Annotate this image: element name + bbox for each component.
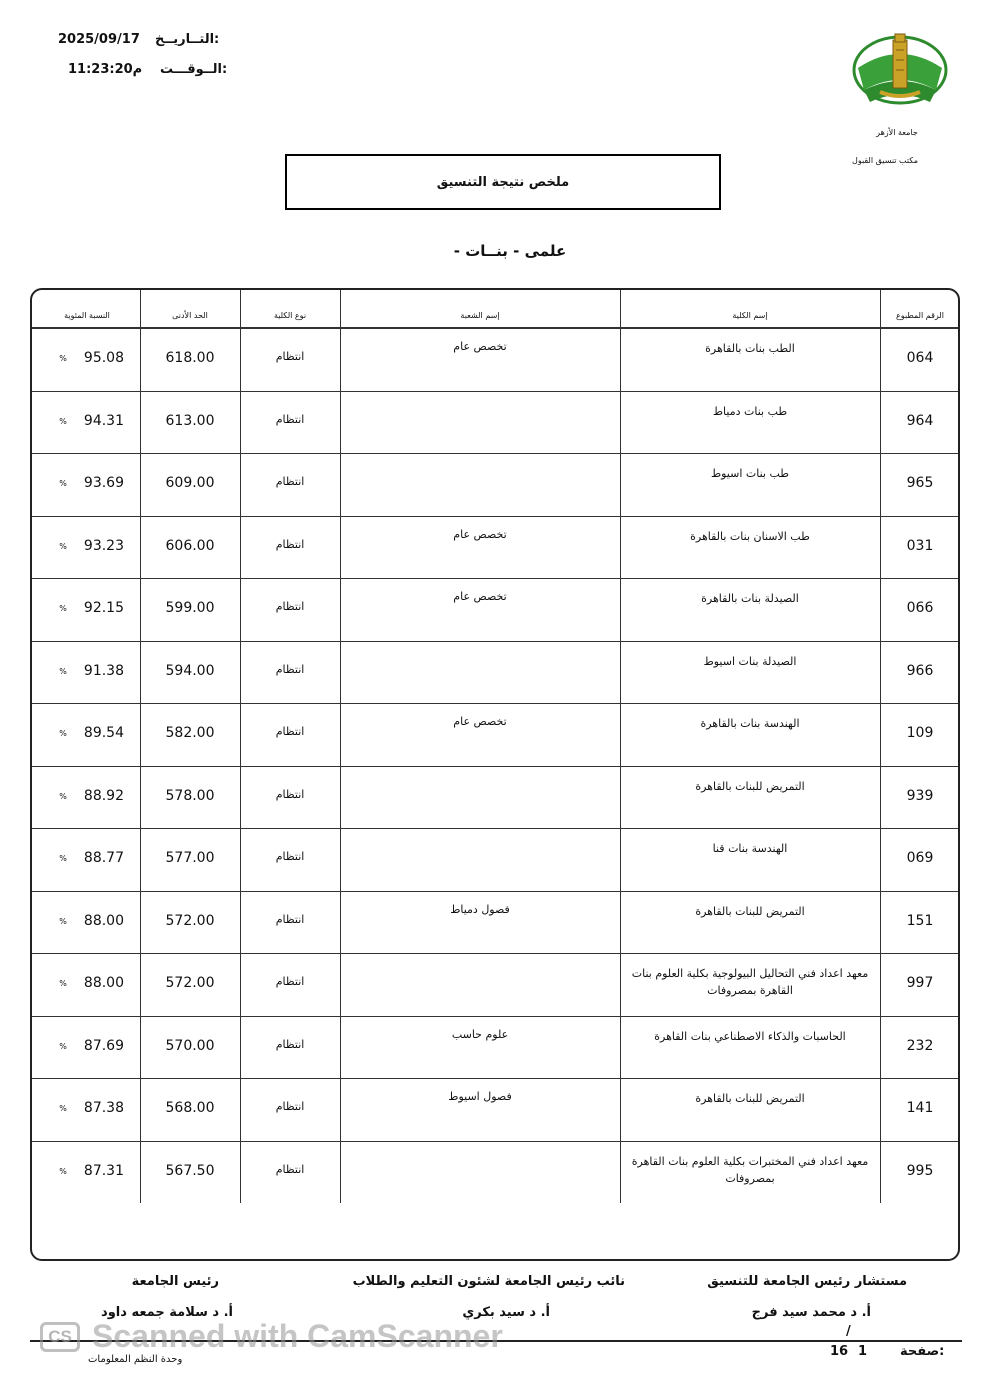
cell-min-score: 609.00 [165,475,215,491]
cell-branch: تخصص عام [453,527,507,541]
cell-percent: 93.23 [83,537,124,554]
cell-code: 031 [906,537,934,554]
cell-code: 109 [906,725,934,741]
advisor-title: مستشار رئيس الجامعة للتنسيق [707,1274,907,1289]
row-divider [32,828,958,829]
cell-college: الهندسة بنات قنا [712,842,788,855]
percent-symbol: % [59,1104,67,1113]
president-name: أ. د سلامة جمعه داود [101,1305,233,1320]
header-percent: النسبة المئوية [64,311,110,320]
cell-college: الصيدلة بنات اسيوط [703,654,797,668]
cell-percent: 87.31 [83,1162,124,1179]
camscanner-icon: CS [40,1322,80,1352]
header-college: إسم الكلية [732,311,768,320]
date-label: التــاريــخ: [155,32,220,47]
percent-symbol: % [59,479,67,488]
cell-type: انتظام [275,1037,305,1051]
page-separator: / [846,1324,851,1339]
cell-type: انتظام [275,1162,305,1176]
cell-percent: 87.38 [83,1100,124,1116]
percent-symbol: % [59,791,67,801]
row-divider [32,1078,958,1079]
page-label: صفحة: [900,1344,945,1359]
cell-code: 069 [906,850,934,866]
cell-code: 141 [906,1100,934,1116]
cell-type: انتظام [275,475,305,488]
cell-college: طب الاسنان بنات بالقاهرة [690,529,810,543]
cell-branch: فصول اسيوط [448,1090,512,1103]
cell-type: انتظام [275,537,305,551]
cell-code: 064 [906,350,934,366]
header-type: نوع الكلية [273,311,307,320]
cell-college: التمريض للبنات بالقاهرة [695,779,805,793]
cell-percent: 87.69 [83,1037,124,1054]
cell-percent: 88.92 [83,787,124,804]
university-name: جامعة الأزهر [876,128,918,137]
cell-percent: 91.38 [83,662,124,679]
cell-code: 995 [906,1162,934,1179]
cell-code: 232 [906,1037,934,1054]
advisor-name: أ. د محمد سيد فرج [751,1305,871,1320]
percent-symbol: % [59,1166,67,1176]
cell-type: انتظام [275,850,305,863]
header-code: الرقم المطبوع [896,311,944,320]
cell-college: الصيدلة بنات بالقاهرة [701,592,799,605]
row-divider [32,703,958,704]
row-divider [32,391,958,392]
header-branch: إسم الشعبة [460,311,500,320]
cell-branch: علوم حاسب [451,1027,509,1041]
date-value: 2025/09/17 [58,32,140,47]
cell-code: 965 [906,475,934,491]
cell-type: انتظام [275,1100,305,1113]
cell-min-score: 606.00 [165,537,215,554]
percent-symbol: % [59,1041,67,1051]
cell-min-score: 618.00 [165,350,215,366]
cell-college: الهندسة بنات بالقاهرة [700,717,800,730]
percent-symbol: % [59,854,67,863]
cell-code: 151 [906,912,934,929]
scanner-watermark: Scanned with CamScanner [92,1318,503,1354]
office-name: مكتب تنسيق القبول [852,156,918,165]
cell-code: 066 [906,600,934,616]
cell-percent: 88.00 [83,912,124,929]
percent-symbol: % [59,541,67,551]
cell-percent: 88.77 [83,850,124,866]
time-label: الــوقـــت: [160,62,228,77]
column-divider [340,290,341,1203]
cell-branch: فصول دمياط [450,902,510,916]
report-subtitle: - علمى - بنــات [453,242,567,260]
column-divider [140,290,141,1203]
row-divider [32,1141,958,1142]
row-divider [32,453,958,454]
cell-percent: 93.69 [83,475,124,491]
cell-min-score: 572.00 [165,975,215,991]
percent-symbol: % [59,604,67,613]
cell-type: انتظام [275,412,305,426]
cell-percent: 94.31 [83,412,124,429]
vice-president-title: نائب رئيس الجامعة لشئون التعليم والطلاب [352,1274,625,1289]
cell-type: انتظام [275,662,305,676]
cell-type: انتظام [275,975,305,988]
vice-president-name: أ. د سيد بكري [462,1305,550,1320]
cell-percent: 89.54 [83,725,124,741]
page-current: 1 [858,1344,868,1359]
cell-min-score: 594.00 [165,662,215,679]
percent-symbol: % [59,354,67,363]
percent-symbol: % [59,979,67,988]
cell-type: انتظام [275,350,305,363]
row-divider [32,891,958,892]
row-divider [32,766,958,767]
cell-min-score: 567.50 [165,1162,215,1179]
cell-min-score: 570.00 [165,1037,215,1054]
cell-college: التمريض للبنات بالقاهرة [695,1092,805,1105]
header-min-score: الحد الأدنى [172,311,208,320]
row-divider [32,516,958,517]
president-title: رئيس الجامعة [131,1274,219,1289]
page-total: 16 [830,1344,849,1359]
cell-college: معهد اعداد فني المختبرات بكلية العلوم بنات القاهرة بمصروفات [631,1154,869,1185]
cell-type: انتظام [275,787,305,801]
percent-symbol: % [59,416,67,426]
cell-college: التمريض للبنات بالقاهرة [695,904,805,918]
cell-college: معهد اعداد فني التحاليل البيولوجية بكلية العلوم بنات القاهرة بمصروفات [631,967,869,997]
row-divider [32,1016,958,1017]
cell-branch: تخصص عام [453,715,507,728]
cell-percent: 92.15 [83,600,124,616]
cell-branch: تخصص عام [453,590,507,603]
percent-symbol: % [59,729,67,738]
row-divider [32,578,958,579]
cell-percent: 95.08 [83,350,124,366]
percent-symbol: % [59,666,67,676]
cell-percent: 88.00 [83,975,124,991]
row-divider [32,641,958,642]
cell-min-score: 582.00 [165,725,215,741]
cell-min-score: 599.00 [165,600,215,616]
cell-type: انتظام [275,725,305,738]
cell-branch: تخصص عام [453,340,507,353]
cell-code: 966 [906,662,934,679]
cell-type: انتظام [275,912,305,926]
cell-college: طب بنات اسيوط [710,467,790,480]
cell-min-score: 613.00 [165,412,215,429]
cell-code: 964 [906,412,934,429]
cell-code: 997 [906,975,934,991]
cell-min-score: 568.00 [165,1100,215,1116]
report-title: ملخص نتيجة التنسيق [436,174,570,190]
cell-min-score: 577.00 [165,850,215,866]
university-logo [850,30,950,112]
cell-code: 939 [906,787,934,804]
cell-min-score: 578.00 [165,787,215,804]
report-title-box [285,154,721,210]
systems-unit: وحدة النظم المعلومات [88,1354,183,1365]
column-divider [880,290,881,1203]
cell-college: الطب بنات بالقاهرة [705,342,795,355]
cell-college: الحاسبات والذكاء الاصطناعي بنات القاهرة [654,1029,846,1043]
column-divider [240,290,241,1203]
column-divider [620,290,621,1203]
cell-min-score: 572.00 [165,912,215,929]
row-divider [32,953,958,954]
cell-type: انتظام [275,600,305,613]
time-value: 11:23:20م [68,62,143,77]
cell-college: طب بنات دمياط [712,404,788,418]
percent-symbol: % [59,916,67,926]
